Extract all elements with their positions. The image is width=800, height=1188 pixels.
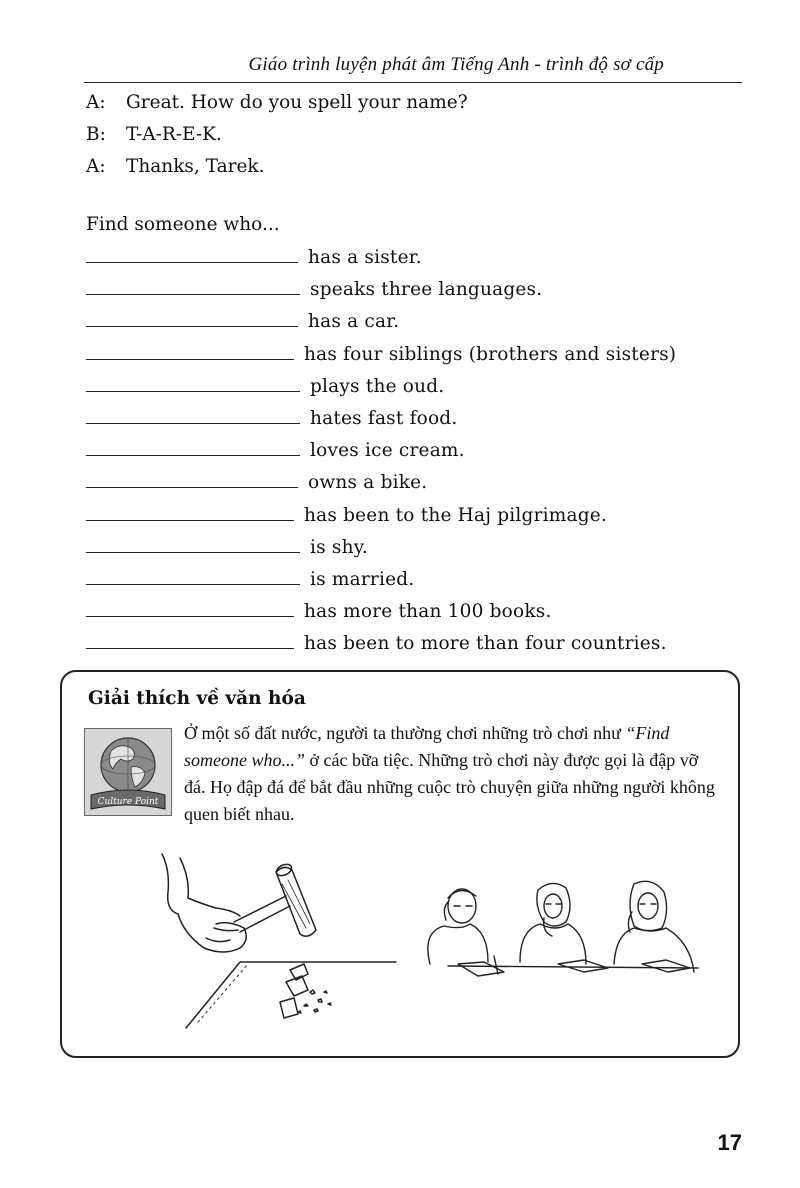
blank-line[interactable] [86,405,300,424]
globe-banner-text: Culture Point [97,797,159,807]
list-item [86,437,676,469]
culture-text-quote: “Find someone who...” [184,723,670,770]
people-chatting-illustration [408,872,708,1006]
list-item [86,502,676,534]
find-item-text: plays the oud. [310,375,445,397]
list-item [86,276,676,308]
dialogue-speaker: B: [86,124,106,145]
blank-line[interactable] [86,566,300,585]
header-title: Giáo trình luyện phát âm Tiếng Anh - trình độ sơ cấp [248,54,664,75]
culture-note-box [60,670,740,1058]
dialogue-speaker: A: [86,156,106,177]
blank-line[interactable] [86,598,294,617]
blank-line[interactable] [86,630,294,649]
culture-point-icon [84,728,172,816]
culture-note-text [184,720,724,828]
find-item-text: has a car. [308,311,400,333]
globe-icon [85,729,171,815]
list-item [86,534,676,566]
list-item [86,566,676,598]
find-item-text: speaks three languages. [310,279,543,301]
blank-line[interactable] [86,244,298,263]
find-item-text: is shy. [310,536,368,558]
blank-line[interactable] [86,341,294,360]
blank-line[interactable] [86,373,300,392]
page-header [84,48,742,83]
dialogue-text: Great. How do you spell your name? [126,92,468,113]
find-item-text: hates fast food. [310,407,458,429]
hammer-ice-illustration [158,852,398,1036]
blank-line[interactable] [86,469,298,488]
list-item [86,373,676,405]
find-someone-list [86,244,676,662]
find-item-text: has a sister. [308,247,422,268]
find-item-text: has been to more than four countries. [304,633,667,655]
list-item [86,469,676,501]
list-item [86,308,676,340]
dialogue-line [86,156,264,178]
culture-note-title: Giải thích về văn hóa [88,688,306,709]
blank-line[interactable] [86,308,298,327]
find-item-text: has four siblings (brothers and sisters) [304,343,677,365]
find-item-text: owns a bike. [308,472,428,494]
blank-line[interactable] [86,276,300,295]
blank-line[interactable] [86,534,300,553]
culture-text-part: Ở một số đất nước, người ta thường chơi những trò chơi như [184,723,626,743]
find-intro: Find someone who... [86,214,280,235]
dialogue-line [86,124,222,146]
dialogue-line [86,92,468,114]
page-number: 17 [717,1130,742,1155]
dialogue-text: Thanks, Tarek. [126,156,265,177]
dialogue-speaker: A: [86,92,106,113]
list-item [86,341,676,373]
find-item-text: has more than 100 books. [304,601,552,623]
culture-text-part: ở các bữa tiệc. Những trò chơi này được gọi là đập vỡ đá. Họ đập đá để bắt đầu những cuộc trò chuyện giữa những người không quen biết nhau. [184,750,715,824]
blank-line[interactable] [86,502,294,521]
find-item-text: has been to the Haj pilgrimage. [304,504,607,526]
list-item [86,405,676,437]
list-item [86,244,676,276]
list-item [86,598,676,630]
blank-line[interactable] [86,437,300,456]
dialogue-text: T-A-R-E-K. [126,124,222,145]
find-item-text: loves ice cream. [310,440,465,462]
list-item [86,630,676,662]
find-item-text: is married. [310,568,415,590]
